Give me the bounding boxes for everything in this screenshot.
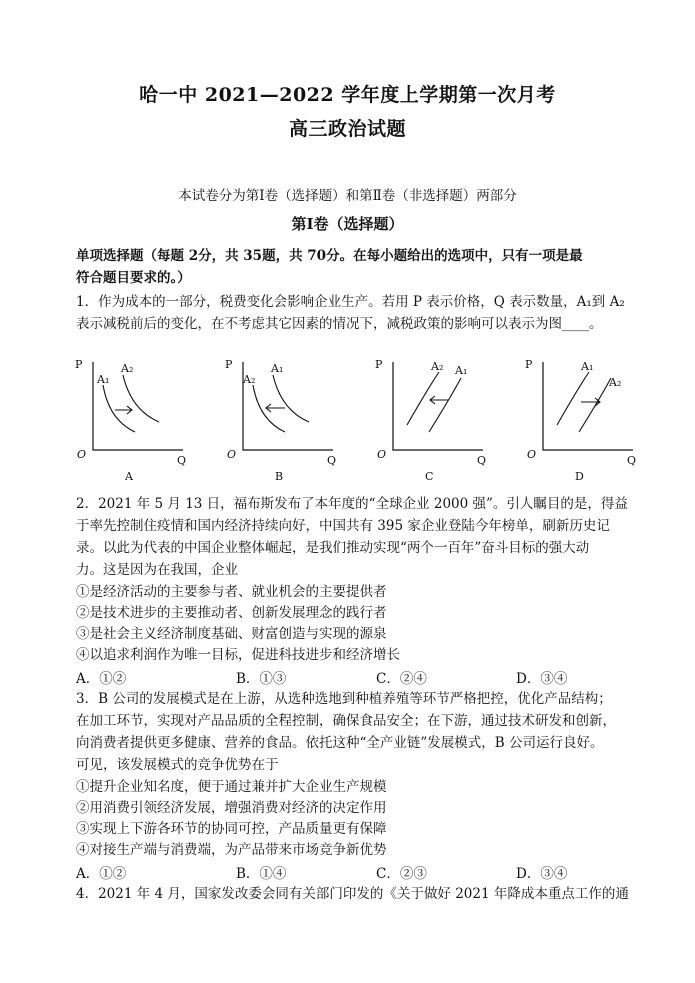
q2-option-c[interactable]: C．②④ [376,671,427,687]
curve-label: A₂ [243,373,256,386]
graph-label: A [125,470,133,483]
exam-subtitle: 高三政治试题 [288,118,406,140]
curve-label: A₁ [581,360,594,373]
q3-item: ②用消费引领经济发展，增强消费对经济的决定作用 [76,800,387,816]
origin-label: O [227,448,237,461]
q4-text-line: 4．2021 年 4 月，国家发改委会同有关部门印发的《关于做好 2021 年降成本重点工作的通 [76,886,629,902]
q3-text-line: 可见，该发展模式的竞争优势在于 [76,757,279,773]
q2-text-line: 力。这是因为在我国，企业 [76,562,238,578]
q3-text-line: 向消费者提供更多健康、营养的食品。依托这种“全产业链”发展模式，B 公司运行良好。 [76,735,604,751]
q2-text-line: 于率先控制住疫情和国内经济持续向好，中国共有 395 家企业登陆今年榜单，刷新历史记 [76,518,610,534]
graph-label: B [275,470,284,483]
graph-a [55,350,195,490]
q1-graphs [55,350,655,490]
q2-text-line: 2．2021 年 5 月 13 日，福布斯发布了本年度的“全球企业 2000 强”。引人瞩目的是，得益 [76,496,628,512]
curve-label: A₁ [97,373,110,386]
q2-item: ④以追求利润作为唯一目标，促进科技进步和经济增长 [76,647,400,663]
q3-item: ①提升企业知名度，便于通过兼并扩大企业生产规模 [76,779,387,795]
axis-q-label: Q [177,454,187,467]
origin-label: O [377,448,387,461]
graph-label: D [575,470,584,483]
graph-label: C [425,470,434,483]
q1-text-line: 1．作为成本的一部分，税费变化会影响企业生产。若用 P 表示价格，Q 表示数量，A₁到 A₂ [76,294,625,310]
q1-text-line: 表示减税前后的变化，在不考虑其它因素的情况下，减税政策的影响可以表示为图____。 [76,316,603,332]
curve-label: A₂ [609,376,622,389]
paper-intro: 本试卷分为第Ⅰ卷（选择题）和第Ⅱ卷（非选择题）两部分 [178,188,517,204]
exam-title: 哈一中 2021—2022 学年度上学期第一次月考 [139,84,556,106]
q3-option-a[interactable]: A．①② [76,866,127,882]
origin-label: O [77,448,87,461]
q2-option-b[interactable]: B．①③ [236,671,287,687]
axis-q-label: Q [477,454,487,467]
section-heading: 第Ⅰ卷（选择题） [291,215,404,233]
q2-item: ①是经济活动的主要参与者、就业机会的主要提供者 [76,584,387,600]
graph-d [505,350,645,490]
instructions-line-2: 符合题目要求的。） [76,270,191,286]
q3-option-d[interactable]: D．③④ [516,866,568,882]
q3-text-line: 在加工环节，实现对产品品质的全程控制，确保食品安全；在下游，通过技术研发和创新， [76,713,616,729]
q3-text-line: 3．B 公司的发展模式是在上游，从选种选地到种植养殖等环节严格把控，优化产品结构； [76,691,612,707]
graph-b [205,350,345,490]
axis-p-label: P [75,358,83,371]
curve-label: A₂ [431,360,444,373]
q2-text-line: 录。以此为代表的中国企业整体崛起，是我们推动实现“两个一百年”奋斗目标的强大动 [76,540,590,556]
q3-option-b[interactable]: B．①④ [236,866,287,882]
curve-label: A₂ [121,362,134,375]
curve-label: A₁ [455,364,468,377]
q3-option-c[interactable]: C．②③ [376,866,427,882]
axis-p-label: P [375,358,383,371]
q2-item: ②是技术进步的主要推动者、创新发展理念的践行者 [76,605,387,621]
origin-label: O [527,448,537,461]
axis-p-label: P [525,358,533,371]
q2-item: ③是社会主义经济制度基础、财富创造与实现的源泉 [76,626,387,642]
q3-item: ④对接生产端与消费端，为产品带来市场竞争新优势 [76,842,387,858]
q2-option-d[interactable]: D．③④ [516,671,568,687]
axis-q-label: Q [327,454,337,467]
axis-p-label: P [225,358,233,371]
axis-q-label: Q [627,454,637,467]
instructions-line-1: 单项选择题（每题 2分，共 35题，共 70分。在每小题给出的选项中，只有一项是最 [76,248,583,264]
q2-option-a[interactable]: A．①② [76,671,127,687]
curve-label: A₁ [271,362,284,375]
q3-item: ③实现上下游各环节的协同可控，产品质量更有保障 [76,821,387,837]
graph-c [355,350,495,490]
